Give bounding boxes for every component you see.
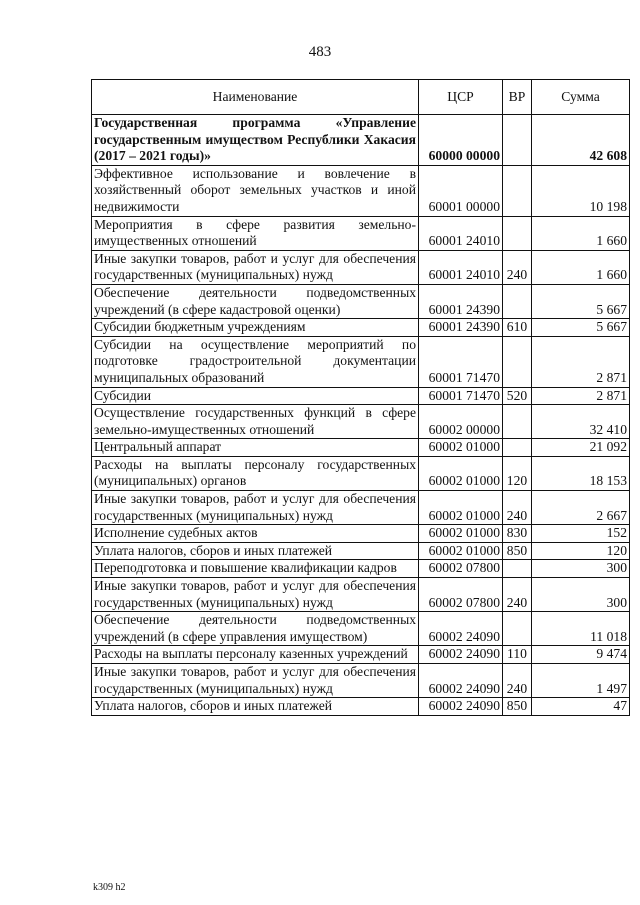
table-row [92,542,630,560]
cell-vr [503,405,532,439]
cell-sum: 47 [532,698,630,716]
cell-name: Обеспечение деятельности подведомственных учреждений (в сфере кадастровой оценки) [92,284,419,318]
cell-csr: 60002 01000 [419,439,503,457]
cell-name: Осуществление государственных функций в сфере земельно-имущественных отношений [92,405,419,439]
cell-csr: 60002 24090 [419,612,503,646]
cell-name: Расходы на выплаты персоналу государственных (муниципальных) органов [92,456,419,490]
table-row [92,387,630,405]
cell-sum: 9 474 [532,646,630,664]
cell-name: Иные закупки товаров, работ и услуг для обеспечения государственных (муниципальных) нужд [92,664,419,698]
cell-csr: 60002 01000 [419,525,503,543]
cell-sum: 21 092 [532,439,630,457]
page-number: 483 [308,44,332,60]
header-sum: Сумма [532,80,630,115]
cell-sum: 10 198 [532,165,630,216]
cell-csr: 60002 01000 [419,491,503,525]
cell-sum: 11 018 [532,612,630,646]
cell-vr [503,336,532,387]
cell-csr: 60002 01000 [419,456,503,490]
cell-sum: 300 [532,578,630,612]
table-row [92,612,630,646]
cell-vr [503,439,532,457]
cell-csr: 60002 00000 [419,405,503,439]
cell-vr: 240 [503,491,532,525]
table-row [92,456,630,490]
cell-sum: 2 871 [532,387,630,405]
cell-csr: 60001 71470 [419,387,503,405]
cell-vr: 110 [503,646,532,664]
cell-vr: 830 [503,525,532,543]
cell-name: Субсидии [92,387,419,405]
table-row [92,698,630,716]
cell-sum: 5 667 [532,284,630,318]
cell-name: Уплата налогов, сборов и иных платежей [92,698,419,716]
cell-sum: 1 497 [532,664,630,698]
cell-name: Исполнение судебных актов [92,525,419,543]
cell-vr: 240 [503,250,532,284]
cell-name: Иные закупки товаров, работ и услуг для обеспечения государственных (муниципальных) нужд [92,491,419,525]
cell-csr: 60001 24010 [419,250,503,284]
cell-csr: 60001 24390 [419,319,503,337]
cell-sum: 42 608 [532,115,630,166]
cell-name: Субсидии на осуществление мероприятий по подготовке градостроительной документации муниципальных образований [92,336,419,387]
table-row [92,115,630,166]
cell-csr: 60002 01000 [419,542,503,560]
table-row [92,284,630,318]
cell-sum: 152 [532,525,630,543]
header-vr: ВР [503,80,532,115]
budget-table [91,79,630,716]
cell-sum: 1 660 [532,216,630,250]
cell-name: Переподготовка и повышение квалификации кадров [92,560,419,578]
cell-csr: 60002 07800 [419,578,503,612]
cell-csr: 60002 07800 [419,560,503,578]
table-row [92,646,630,664]
cell-sum: 5 667 [532,319,630,337]
cell-csr: 60001 71470 [419,336,503,387]
cell-vr [503,560,532,578]
cell-name: Иные закупки товаров, работ и услуг для обеспечения государственных (муниципальных) нужд [92,578,419,612]
cell-vr: 850 [503,542,532,560]
table-header-row [92,80,630,115]
cell-sum: 1 660 [532,250,630,284]
table-row [92,525,630,543]
table-row [92,319,630,337]
cell-csr: 60001 00000 [419,165,503,216]
header-name: Наименование [92,80,419,115]
cell-sum: 32 410 [532,405,630,439]
header-csr: ЦСР [419,80,503,115]
cell-name: Центральный аппарат [92,439,419,457]
table-row [92,578,630,612]
cell-sum: 120 [532,542,630,560]
cell-vr [503,216,532,250]
cell-sum: 2 871 [532,336,630,387]
cell-name: Субсидии бюджетным учреждениям [92,319,419,337]
cell-vr: 850 [503,698,532,716]
cell-sum: 18 153 [532,456,630,490]
cell-vr [503,115,532,166]
cell-csr: 60001 24390 [419,284,503,318]
table-row [92,405,630,439]
cell-vr: 520 [503,387,532,405]
cell-name: Обеспечение деятельности подведомственных учреждений (в сфере управления имуществом) [92,612,419,646]
table-row [92,439,630,457]
cell-vr [503,612,532,646]
cell-csr: 60002 24090 [419,698,503,716]
footer-code: k309 h2 [93,882,126,893]
cell-name: Уплата налогов, сборов и иных платежей [92,542,419,560]
cell-csr: 60000 00000 [419,115,503,166]
cell-vr [503,165,532,216]
cell-name: Эффективное использование и вовлечение в хозяйственный оборот земельных участков и иной недвижимости [92,165,419,216]
cell-vr: 240 [503,578,532,612]
cell-name: Мероприятия в сфере развития земельно-имущественных отношений [92,216,419,250]
table-row [92,560,630,578]
cell-vr [503,284,532,318]
cell-name: Иные закупки товаров, работ и услуг для обеспечения государственных (муниципальных) нужд [92,250,419,284]
cell-csr: 60002 24090 [419,646,503,664]
cell-vr: 240 [503,664,532,698]
cell-csr: 60001 24010 [419,216,503,250]
table-row [92,165,630,216]
cell-csr: 60002 24090 [419,664,503,698]
cell-vr: 610 [503,319,532,337]
table-row [92,336,630,387]
table-row [92,491,630,525]
table-row [92,664,630,698]
cell-sum: 2 667 [532,491,630,525]
table-row [92,216,630,250]
cell-name: Государственная программа «Управление государственным имуществом Республики Хакасия (2017 – 2021 годы)» [92,115,419,166]
cell-vr: 120 [503,456,532,490]
cell-sum: 300 [532,560,630,578]
cell-name: Расходы на выплаты персоналу казенных учреждений [92,646,419,664]
table-row [92,250,630,284]
